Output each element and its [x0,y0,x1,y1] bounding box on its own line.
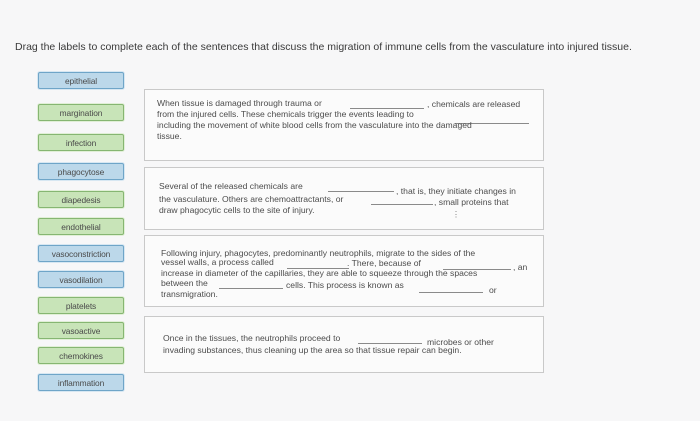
label-vasoconstriction[interactable]: vasoconstriction [38,245,124,262]
s3-line3: increase in diameter of the capillaries, they are able to squeeze through the spaces [161,268,478,278]
s2-line1b: , that is, they initiate changes in [396,186,516,196]
label-endothelial[interactable]: endothelial [38,218,124,235]
label-epithelial[interactable]: epithelial [38,72,124,89]
drop-zone-3c[interactable] [219,288,283,289]
instruction-text: Drag the labels to complete each of the sentences that discuss the migration of immune cells from the vasculature into injured tissue. [15,41,632,53]
s3-line4a: between the [161,278,208,288]
s4-line1b: microbes or other [427,337,494,347]
s3-line2a: vessel walls, a process called [161,257,274,267]
sentence-box-3 [144,235,544,307]
s1-line1a: When tissue is damaged through trauma or [157,98,322,108]
sentence-box-2 [144,167,544,230]
label-platelets[interactable]: platelets [38,297,124,314]
drop-zone-3d[interactable] [419,292,483,293]
s2-line2a: the vasculature. Others are chemoattractants, or [159,194,344,204]
label-chemokines[interactable]: chemokines [38,347,124,364]
s3-line2b: . There, because of [347,258,421,268]
label-infection[interactable]: infection [38,134,124,151]
label-vasoactive[interactable]: vasoactive [38,322,124,339]
label-inflammation[interactable]: inflammation [38,374,124,391]
sentence-box-1 [144,89,544,161]
s2-line3: draw phagocytic cells to the site of injury. [159,205,315,215]
s3-line2c: , an [513,262,528,272]
sentence-box-4 [144,316,544,373]
s2-line2b: , small proteins that [434,197,509,207]
drop-zone-2a[interactable] [328,191,394,192]
s4-line1a: Once in the tissues, the neutrophils proceed to [163,333,341,343]
drop-zone-2b[interactable] [371,204,433,205]
label-margination[interactable]: margination [38,104,124,121]
s2-line1a: Several of the released chemicals are [159,181,303,191]
label-diapedesis[interactable]: diapedesis [38,191,124,208]
s3-line5: transmigration. [161,289,218,299]
cursor-mark: ⋮ [452,210,460,219]
label-phagocytose[interactable]: phagocytose [38,163,124,180]
drop-zone-4a[interactable] [358,343,422,344]
s3-line4b: cells. This process is known as [286,280,404,290]
s1-line3: including the movement of white blood cells from the vasculature into the damaged [157,120,472,130]
s3-line4c: or [489,285,497,295]
s1-line1b: , chemicals are released [427,99,521,109]
label-vasodilation[interactable]: vasodilation [38,271,124,288]
s1-line4: tissue. [157,131,182,141]
s3-line1: Following injury, phagocytes, predominantly neutrophils, migrate to the sides of the [161,248,476,258]
s1-line2: from the injured cells. These chemicals trigger the events leading to [157,109,414,119]
s4-line2: invading substances, thus cleaning up the area so that tissue repair can begin. [163,345,462,355]
